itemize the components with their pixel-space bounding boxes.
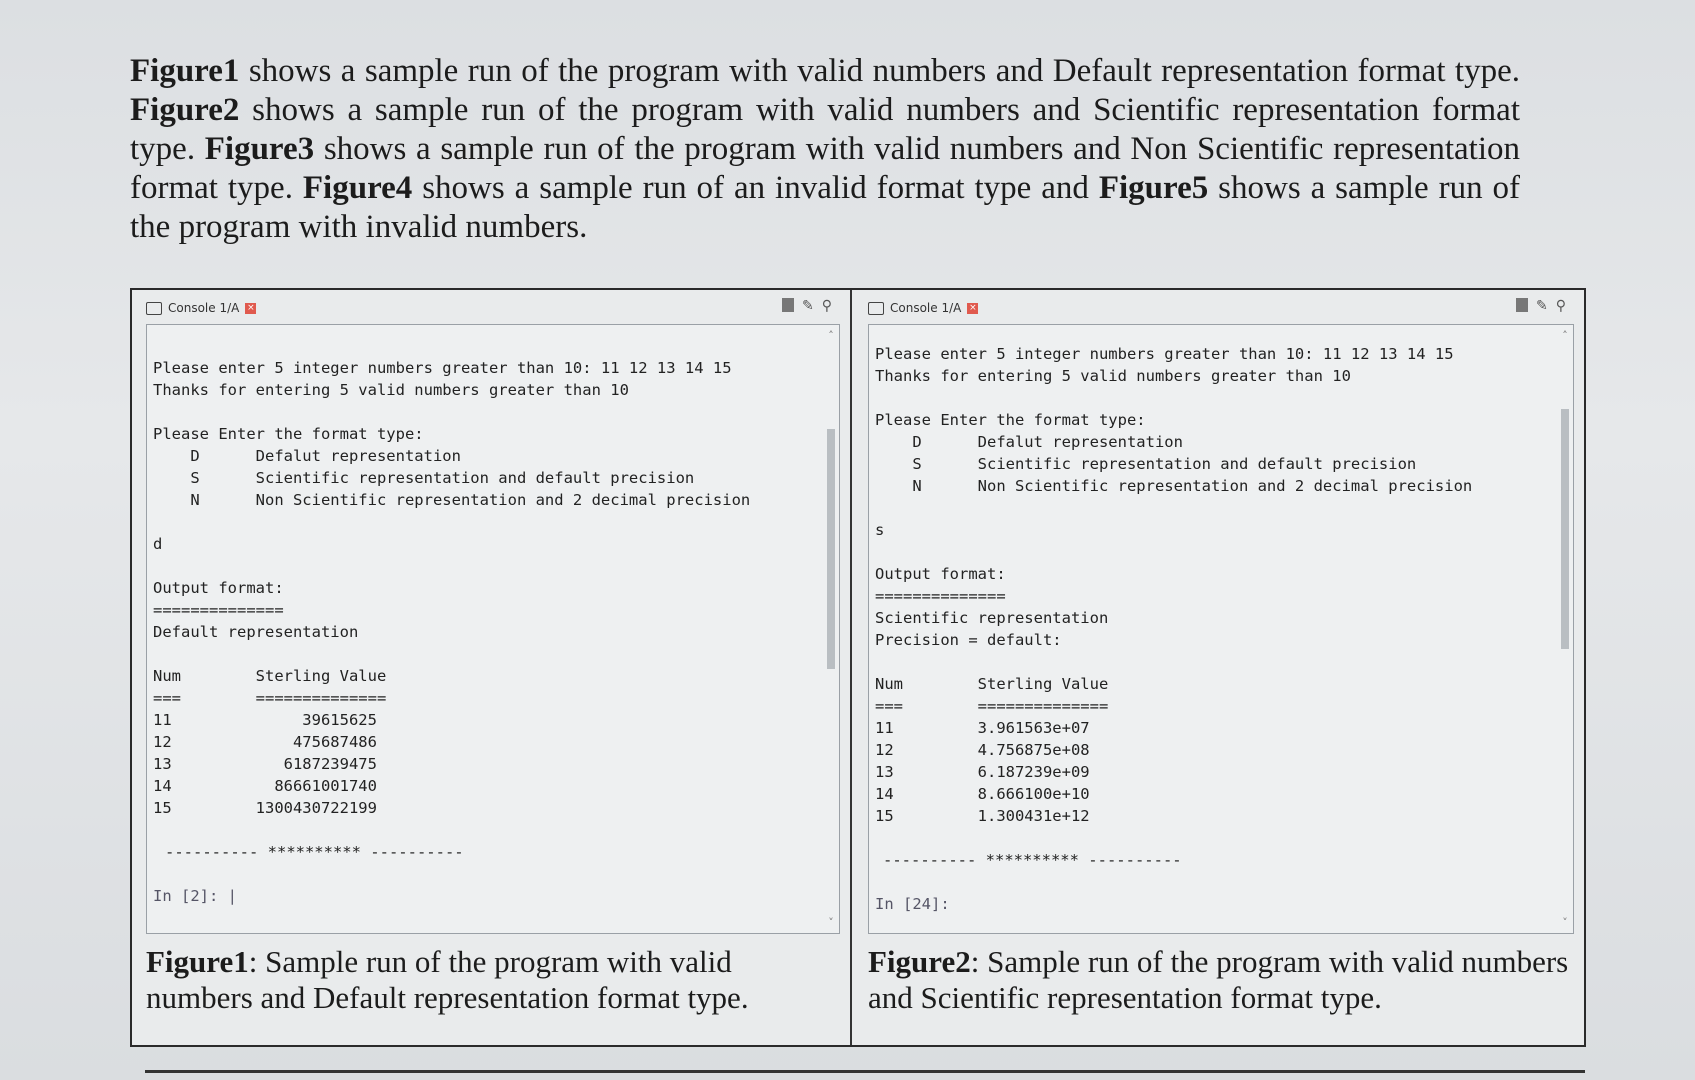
console-line: Output format:: [875, 565, 1006, 583]
eraser-icon[interactable]: ✎: [1536, 298, 1548, 314]
caption-label: Figure2: [868, 944, 971, 979]
console-line: Num Sterling Value: [153, 667, 387, 685]
figure1-ref: Figure1: [130, 53, 240, 89]
scroll-thumb[interactable]: [1561, 409, 1569, 649]
console-prompt[interactable]: In [24]:: [875, 895, 950, 913]
console-toolbar-right: [1516, 298, 1566, 314]
caption-label: Figure1: [146, 944, 249, 979]
figure-divider: [850, 290, 852, 1045]
para-text-5: shows a sample run of the program with invalid numbers.: [130, 170, 1520, 245]
close-icon[interactable]: ×: [969, 302, 977, 313]
figure2-caption: [868, 944, 1572, 1016]
console-line: Please enter 5 integer numbers greater than 10: 11 12 13 14 15: [875, 345, 1454, 363]
console-tab-right[interactable]: [868, 296, 978, 320]
console-toolbar-left: [782, 298, 832, 314]
search-icon[interactable]: ⚲: [1555, 298, 1566, 314]
scroll-thumb[interactable]: [827, 429, 835, 669]
console-line: Thanks for entering 5 valid numbers greater than 10: [153, 381, 629, 399]
console-line: 13 6.187239e+09: [875, 763, 1090, 781]
scroll-down-icon[interactable]: ˅: [828, 916, 834, 929]
instructions-paragraph: [130, 52, 1520, 247]
console-tab-icon: [146, 302, 162, 315]
figures-frame: [130, 288, 1586, 1047]
para-text-2: shows a sample run of the program with valid numbers and Scientific representation format type.: [130, 92, 1520, 167]
console-line: Please enter 5 integer numbers greater than 10: 11 12 13 14 15: [153, 359, 732, 377]
console-line: 14 86661001740: [153, 777, 377, 795]
console-line: 11 3.961563e+07: [875, 719, 1090, 737]
caption-text: : Sample run of the program with valid numbers and Default representation format type.: [146, 944, 749, 1015]
console-line: Please Enter the format type:: [153, 425, 424, 443]
page-divider-line: [145, 1070, 1585, 1073]
console-line: Default representation: [153, 623, 359, 641]
figure1-caption: [146, 944, 838, 1016]
figure5-ref: Figure5: [1098, 170, 1209, 206]
console-line: 11 39615625: [153, 711, 377, 729]
console-line: Please Enter the format type:: [875, 411, 1146, 429]
console-line: D Defalut representation: [153, 447, 461, 465]
console-line: D Defalut representation: [875, 433, 1183, 451]
figure4-ref: Figure4: [302, 170, 413, 206]
console-line: N Non Scientific representation and 2 decimal precision: [875, 477, 1473, 495]
console-line: Num Sterling Value: [875, 675, 1109, 693]
console-line: Thanks for entering 5 valid numbers greater than 10: [875, 367, 1351, 385]
figure2-panel: [854, 290, 1582, 1045]
console-line: d: [153, 535, 163, 553]
para-text-1: shows a sample run of the program with valid numbers and Default representation format type.: [239, 53, 1520, 89]
console-line: ==============: [875, 587, 1006, 605]
console-line: 13 6187239475: [153, 755, 377, 773]
console-prompt[interactable]: In [2]: |: [153, 887, 237, 905]
console-line: 12 475687486: [153, 733, 377, 751]
scroll-up-icon[interactable]: ˄: [1562, 329, 1568, 342]
figure3-ref: Figure3: [204, 131, 315, 167]
console-tab-label: Console 1/A: [890, 301, 962, 315]
console-line: 14 8.666100e+10: [875, 785, 1090, 803]
console-line: ---------- ********** ----------: [165, 843, 464, 861]
figure2-ref: Figure2: [130, 92, 240, 128]
eraser-icon[interactable]: ✎: [802, 298, 814, 314]
stop-icon[interactable]: [782, 298, 794, 312]
console-line: Scientific representation: [875, 609, 1109, 627]
console-tab-left[interactable]: [146, 296, 256, 320]
console-line: Output format:: [153, 579, 284, 597]
console-scrollbar[interactable]: [825, 329, 837, 929]
console-line: ---------- ********** ----------: [883, 851, 1182, 869]
stop-icon[interactable]: [1516, 298, 1528, 312]
console-line: 15 1.300431e+12: [875, 807, 1090, 825]
search-icon[interactable]: ⚲: [821, 298, 832, 314]
console-output-left[interactable]: [146, 324, 840, 934]
console-line: Precision = default:: [875, 631, 1062, 649]
para-text-3: shows a sample run of the program with valid numbers and Non Scientific representation format type.: [130, 131, 1520, 206]
console-output-right[interactable]: [868, 324, 1574, 934]
figure1-panel: [132, 290, 848, 1045]
console-line: === ==============: [875, 697, 1109, 715]
scroll-up-icon[interactable]: ˄: [828, 329, 834, 342]
console-line: ==============: [153, 601, 284, 619]
close-icon[interactable]: ×: [247, 302, 255, 313]
console-line: S Scientific representation and default precision: [153, 469, 695, 487]
console-line: 15 1300430722199: [153, 799, 377, 817]
console-line: N Non Scientific representation and 2 decimal precision: [153, 491, 751, 509]
para-text-4: shows a sample run of an invalid format type and: [412, 170, 1099, 206]
console-tab-label: Console 1/A: [168, 301, 240, 315]
console-scrollbar[interactable]: [1559, 329, 1571, 929]
caption-text: : Sample run of the program with valid numbers and Scientific representation format type.: [868, 944, 1569, 1015]
console-tab-icon: [868, 302, 884, 315]
console-line: S Scientific representation and default precision: [875, 455, 1417, 473]
console-line: 12 4.756875e+08: [875, 741, 1090, 759]
scroll-down-icon[interactable]: ˅: [1562, 916, 1568, 929]
console-line: === ==============: [153, 689, 387, 707]
console-line: s: [875, 521, 885, 539]
